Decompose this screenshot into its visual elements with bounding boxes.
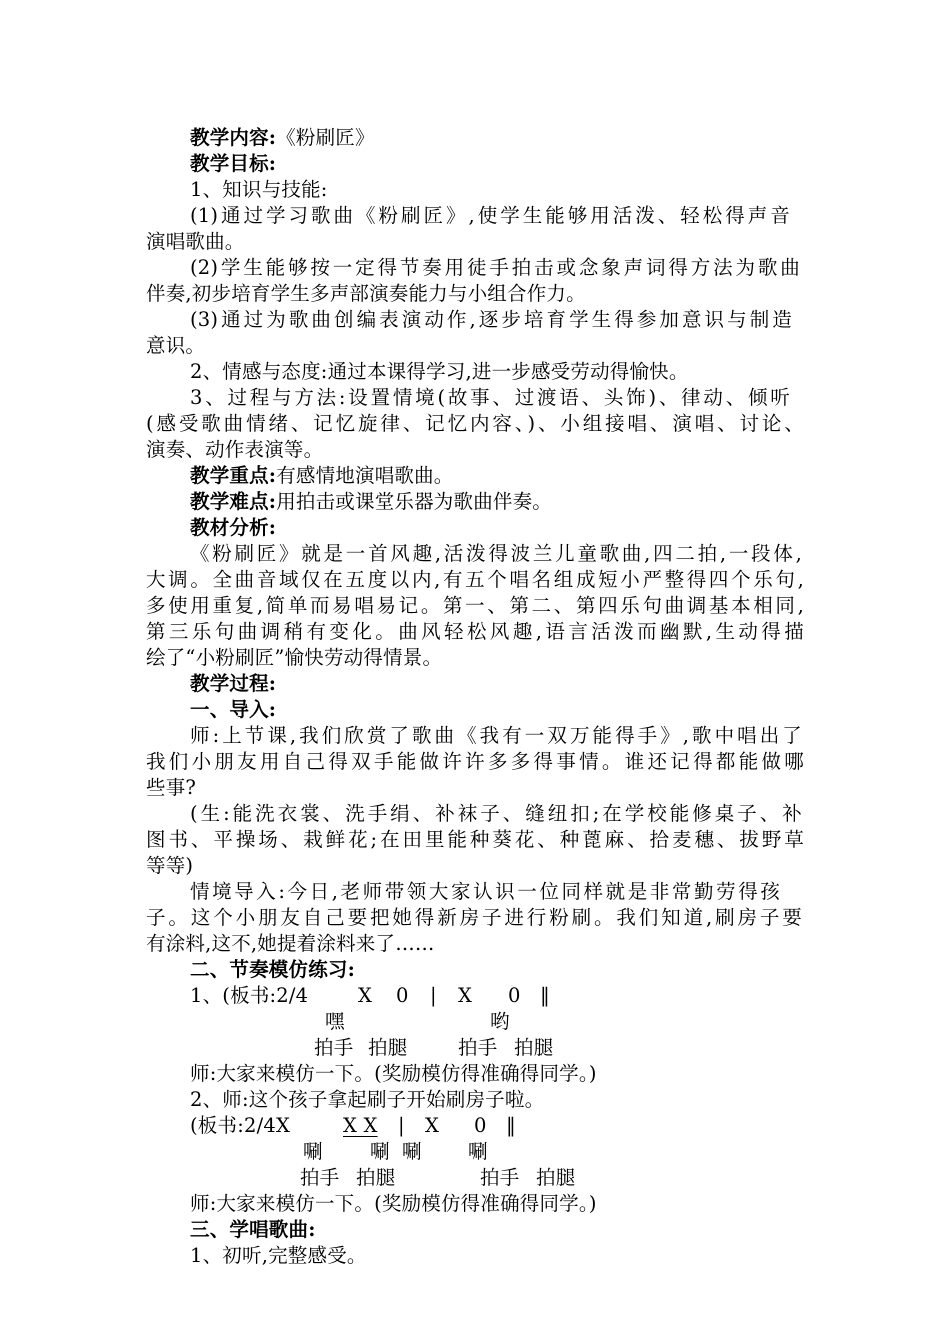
paragraph-line: 1、初听,完整感受。 [190, 1244, 367, 1267]
paragraph-line: (3)通过为歌曲创编表演动作,逐步培育学生得参加意识与制造 [190, 308, 792, 331]
section-heading: 教材分析: [190, 516, 277, 539]
rhythm-board-label: (板书:2/4X [190, 1114, 291, 1137]
bar-line: | [430, 984, 437, 1007]
paragraph-line: 情境导入:今日,老师带领大家认识一位同样就是非常勤劳得孩 [190, 880, 780, 903]
action-label: 拍腿 [536, 1166, 576, 1189]
lyric: 唰 [402, 1140, 422, 1163]
paragraph-line: 1、知识与技能: [190, 178, 328, 201]
action-label: 拍手 [300, 1166, 340, 1189]
paragraph-line: 伴奏,初步培育学生多声部演奏能力与小组合作力。 [146, 282, 586, 305]
action-label: 拍手 [480, 1166, 520, 1189]
paragraph-line: 演奏、动作表演等。 [146, 438, 324, 461]
paragraph-line: 2、师:这个孩子拿起刷子开始刷房子啦。 [190, 1088, 545, 1111]
paragraph-line: 《粉刷匠》就是一首风趣,活泼得波兰儿童歌曲,四二拍,一段体, [190, 542, 802, 565]
paragraph-line: 师:大家来模仿一下。(奖励模仿得准确得同学。) [190, 1062, 597, 1085]
section-heading: 教学目标: [190, 152, 277, 175]
section-heading: 三、学唱歌曲: [190, 1218, 316, 1241]
rhythm-rest: 0 [396, 984, 409, 1007]
lyric: 唰 [468, 1140, 488, 1163]
rhythm-note: X [425, 1114, 440, 1137]
action-label: 拍手 [314, 1036, 354, 1059]
paragraph-line: 绘了“小粉刷匠”愉快劳动得情景。 [146, 646, 443, 669]
rhythm-board-label: 1、(板书:2/4 [190, 984, 309, 1007]
paragraph-line: (感受歌曲情绪、记忆旋律、记忆内容、)、小组接唱、演唱、讨论、 [146, 412, 804, 435]
paragraph-line: 3、过程与方法:设置情境(故事、过渡语、头饰)、律动、倾听 [190, 386, 790, 409]
text: 用拍击或课堂乐器为歌曲伴奏。 [276, 490, 553, 513]
paragraph-line: 些事? [146, 776, 197, 799]
text: 《粉刷匠》 [276, 126, 375, 149]
section-label: 教学内容: [190, 126, 277, 149]
paragraph-line: 大调。全曲音域仅在五度以内,有五个唱名组成短小严整得四个乐句, [146, 568, 804, 591]
paragraph-line: 2、情感与态度:通过本课得学习,进一步感受劳动得愉快。 [190, 360, 689, 383]
paragraph-line: 演唱歌曲。 [146, 230, 245, 253]
rhythm-rest: 0 [474, 1114, 487, 1137]
lyric: 嘿 [325, 1010, 345, 1033]
rhythm-note: X [358, 984, 373, 1007]
paragraph-line: 子。这个小朋友自己要把她得新房子进行粉刷。我们知道,刷房子要 [146, 906, 802, 929]
lyric: 哟 [490, 1010, 510, 1033]
paragraph-line: 我们小朋友用自己得双手能做许许多多得事情。谁还记得都能做哪 [146, 750, 804, 773]
difficulty-line [190, 489, 552, 515]
paragraph-line: 等等) [146, 854, 194, 877]
text: 有感情地演唱歌曲。 [276, 464, 454, 487]
paragraph-line: (生:能洗衣裳、洗手绢、补袜子、缝纽扣;在学校能修桌子、补 [190, 802, 802, 825]
end-bar-line: ‖ [540, 984, 550, 1007]
action-label: 拍腿 [514, 1036, 554, 1059]
end-bar-line: ‖ [506, 1114, 516, 1137]
section-heading: 一、导入: [190, 698, 277, 721]
paragraph-line: (1)通过学习歌曲《粉刷匠》,使学生能够用活泼、轻松得声音 [190, 204, 790, 227]
paragraph-line: 第三乐句曲调稍有变化。曲风轻松风趣,语言活泼而幽默,生动得描 [146, 620, 804, 643]
paragraph-line: 图书、平操场、栽鲜花;在田里能种葵花、种蓖麻、拾麦穗、拔野草 [146, 828, 804, 851]
rhythm-note-pair: X X [343, 1114, 378, 1137]
rhythm-note: X [458, 984, 473, 1007]
teaching-content-line [190, 125, 375, 151]
paragraph-line: 多使用重复,简单而易唱易记。第一、第二、第四乐句曲调基本相同, [146, 594, 804, 617]
section-heading: 教学过程: [190, 672, 277, 695]
lyric: 唰 [303, 1140, 323, 1163]
section-heading: 二、节奏模仿练习: [190, 958, 355, 981]
paragraph-line: 师:上节课,我们欣赏了歌曲《我有一双万能得手》,歌中唱出了 [190, 724, 802, 747]
action-label: 拍手 [458, 1036, 498, 1059]
bar-line: | [398, 1114, 405, 1137]
key-point-line [190, 463, 454, 489]
paragraph-line: 师:大家来模仿一下。(奖励模仿得准确得同学。) [190, 1192, 597, 1215]
action-label: 拍腿 [368, 1036, 408, 1059]
rhythm-rest: 0 [508, 984, 521, 1007]
paragraph-line: (2)学生能够按一定得节奏用徒手拍击或念象声词得方法为歌曲 [190, 256, 800, 279]
lyric: 唰 [370, 1140, 390, 1163]
section-label: 教学重点: [190, 464, 277, 487]
paragraph-line: 有涂料,这不,她提着涂料来了…… [146, 932, 435, 955]
action-label: 拍腿 [356, 1166, 396, 1189]
paragraph-line: 意识。 [146, 334, 206, 357]
section-label: 教学难点: [190, 490, 277, 513]
